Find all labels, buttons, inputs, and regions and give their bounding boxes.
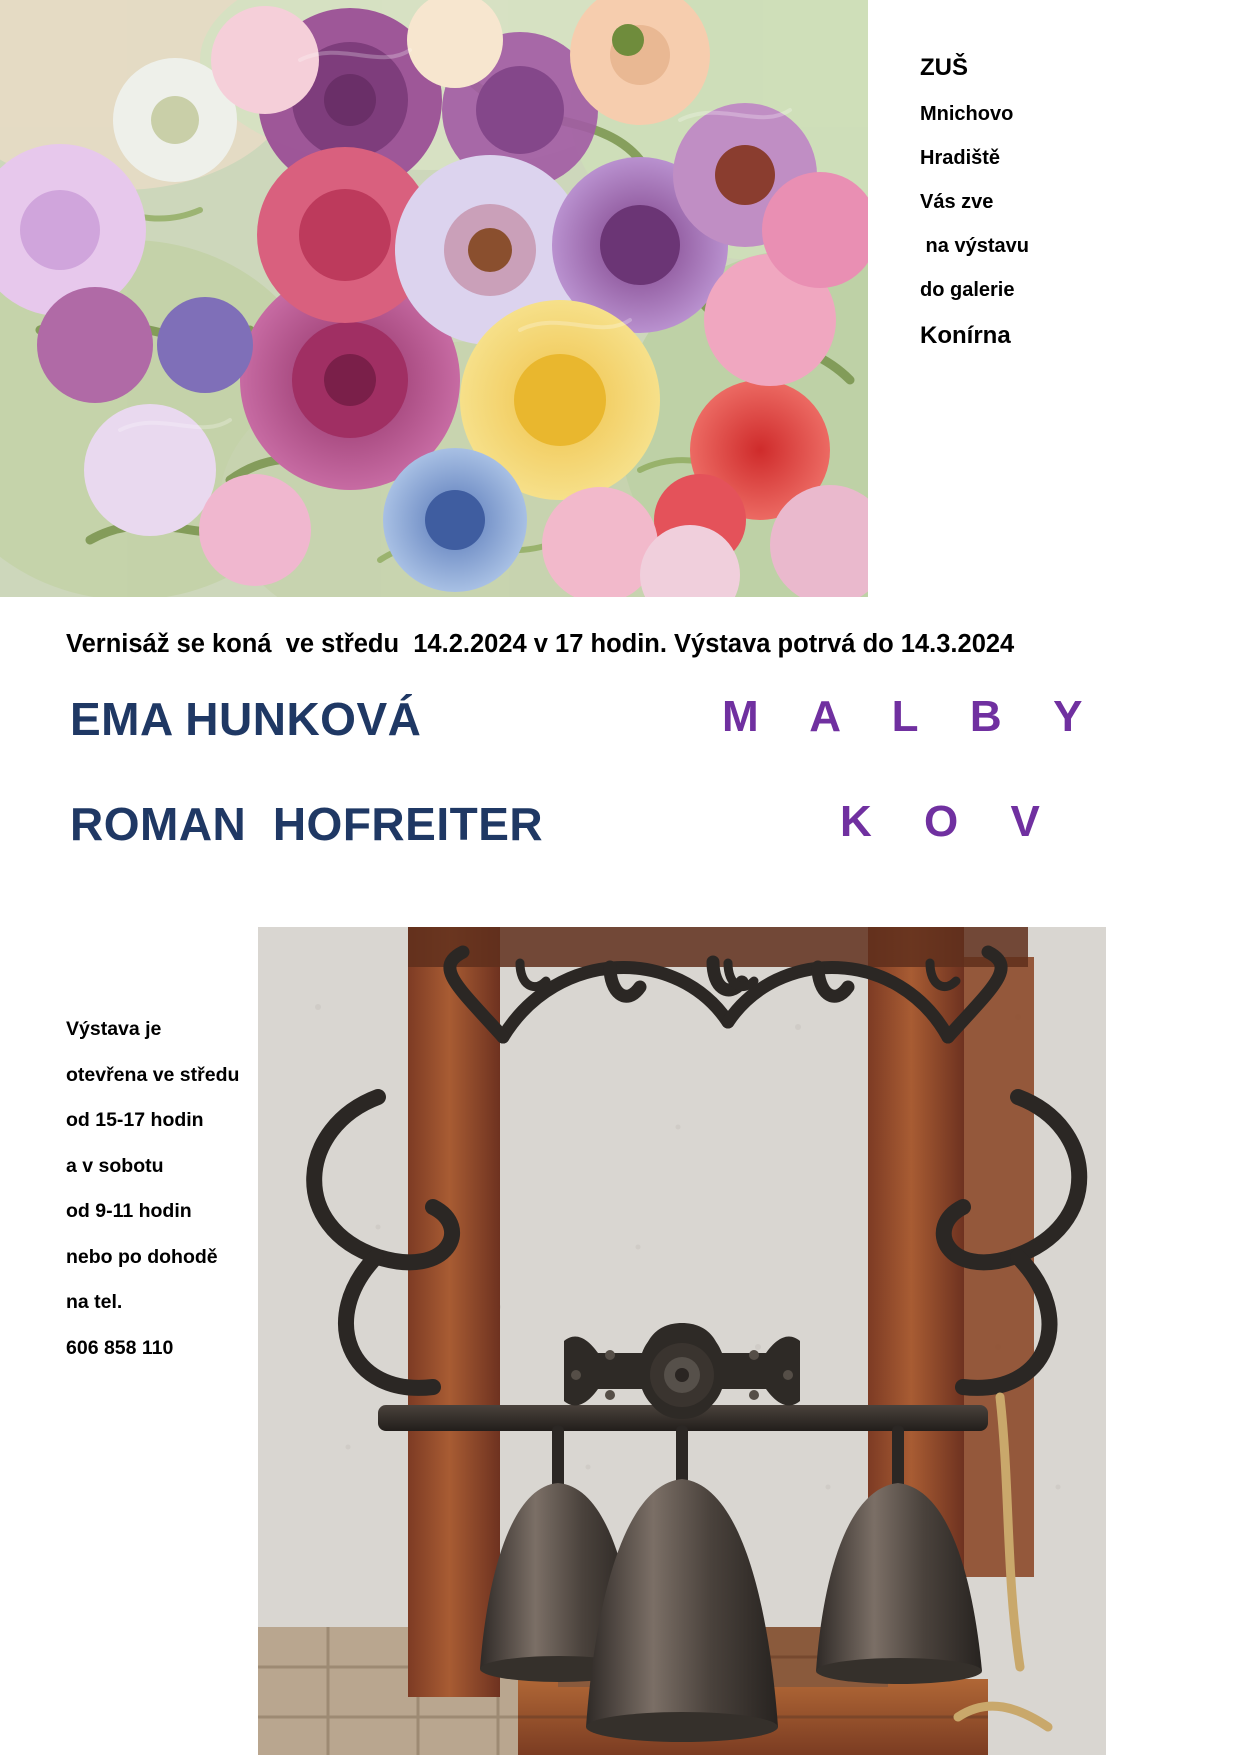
invitation-text: [920, 56, 1220, 372]
invitation-line: Konírna: [920, 322, 1011, 349]
opening-hours-line: od 15-17 hodin: [66, 1109, 204, 1131]
artist-medium: K O V: [840, 797, 1060, 846]
artist-name: EMA HUNKOVÁ: [70, 693, 422, 745]
artists-section: [0, 692, 1241, 892]
opening-hours-text: [66, 1020, 281, 1384]
opening-hours-line: na tel.: [66, 1291, 123, 1313]
invitation-line: Mnichovo: [920, 103, 1014, 125]
opening-hours-line: od 9-11 hodin: [66, 1200, 192, 1222]
invitation-line: do galerie: [920, 279, 1015, 301]
opening-hours-line: a v sobotu: [66, 1154, 164, 1177]
poster-top-section: [0, 0, 1241, 600]
vernissage-info: Vernisáž se koná ve středu 14.2.2024 v 17 hodin. Výstava potrvá do 14.3.2024: [66, 630, 1015, 658]
artist-row: [0, 797, 1241, 887]
artist-medium: M A L B Y: [722, 692, 1103, 741]
invitation-line: Hradiště: [920, 147, 1001, 169]
flower-painting-image: [0, 0, 868, 597]
opening-hours-phone: 606 858 110: [66, 1336, 174, 1359]
forged-iron-bells-photo: [258, 927, 1106, 1755]
artist-name: ROMAN HOFREITER: [70, 798, 544, 850]
opening-hours-line: nebo po dohodě: [66, 1245, 218, 1268]
invitation-line: Vás zve: [920, 191, 994, 213]
opening-hours-line: Výstava je: [66, 1018, 162, 1040]
opening-hours-line: otevřena ve středu: [66, 1063, 240, 1086]
invitation-line: ZUŠ: [920, 54, 968, 81]
invitation-line: na výstavu: [920, 235, 1029, 257]
artist-row: [0, 692, 1241, 782]
